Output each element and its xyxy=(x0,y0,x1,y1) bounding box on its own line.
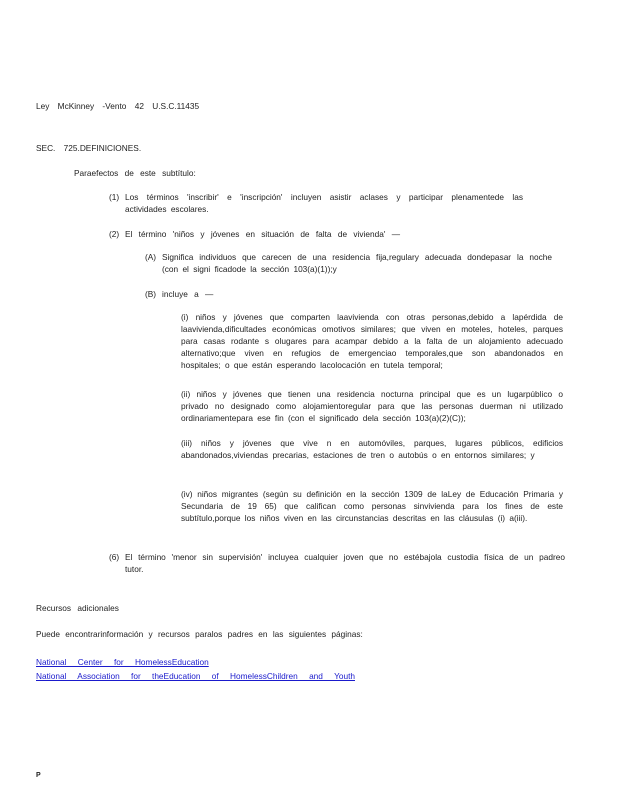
item-2-text: El término 'niños y jóvenes en situación de falta de vivienda' — xyxy=(125,229,401,239)
item-2-number: (2) xyxy=(109,229,120,239)
link-national-association-education-homeless[interactable]: National Association for theEducation of HomelessChildren and Youth xyxy=(36,671,355,681)
item-1-number: (1) xyxy=(109,192,120,202)
item-6-number: (6) xyxy=(109,552,120,562)
intro-text: Paraefectos de este subtítulo: xyxy=(74,168,196,178)
resources-heading: Recursos adicionales xyxy=(36,603,119,613)
resources-intro: Puede encontrarinformación y recursos paralos padres en las siguientes páginas: xyxy=(36,629,363,639)
item-B-number: (B) xyxy=(145,289,157,299)
item-A-text: Significa individuos que carecen de una residencia fija,regulary adecuada dondepasar la noche (con el signi ficadode la sección 103(a)(1));y xyxy=(162,252,552,274)
item-A-number: (A) xyxy=(145,252,157,262)
clause-iii-text: (iii) niños y jóvenes que vive n en automóviles, parques, lugares públicos, edificios abandonados,viviendas precarias, estaciones de tren o autobús o en entornos similares; y xyxy=(181,438,563,460)
statute-header: Ley McKinney -Vento 42 U.S.C.11435 xyxy=(36,101,200,111)
clause-iv-text: (iv) niños migrantes (según su definición en la sección 1309 de laLey de Educación Primaria y Secundaria de 19 65) que califican como personas sinvivienda para los fines de este subtítulo,porque los niños viven en las circunstancias descritas en las cláusulas (i) a(iii). xyxy=(181,489,563,523)
item-1-text: Los términos 'inscribir' e 'inscripción' incluyen asistir aclases y participar plenamentede las actividades escolares. xyxy=(125,192,523,214)
item-6-text: El término 'menor sin supervisión' incluyea cualquier joven que no estébajola custodia física de un padreo tutor. xyxy=(125,552,565,574)
clause-i-text: (i) niños y jóvenes que comparten laavivienda con otras personas,debido a lapérdida de laavivienda,dificultades económicas omotivos similares; que viven en moteles, hoteles, parques para casas rodante s olugares para acampar debido a la falta de un alojamiento adecuado alternativo;que viven en refugios de emergenciao temporales,que son abandonados en hospitales; o que están esperando lacolocación en tutela temporal; xyxy=(181,312,563,370)
link-national-center-homeless-education[interactable]: National Center for HomelessEducation xyxy=(36,657,209,667)
item-B-text: incluye a — xyxy=(162,289,214,299)
clause-ii-text: (ii) niños y jóvenes que tienen una residencia nocturna principal que es un lugarpúblico o privado no designado como alojamientoregular para que las personas duerman ni utilizado ordinariamentepara ese fin (con el significado dela sección 103(a)(2)(C)); xyxy=(181,389,563,423)
footer-mark: P xyxy=(36,772,41,779)
section-title: SEC. 725.DEFINICIONES. xyxy=(36,143,142,153)
